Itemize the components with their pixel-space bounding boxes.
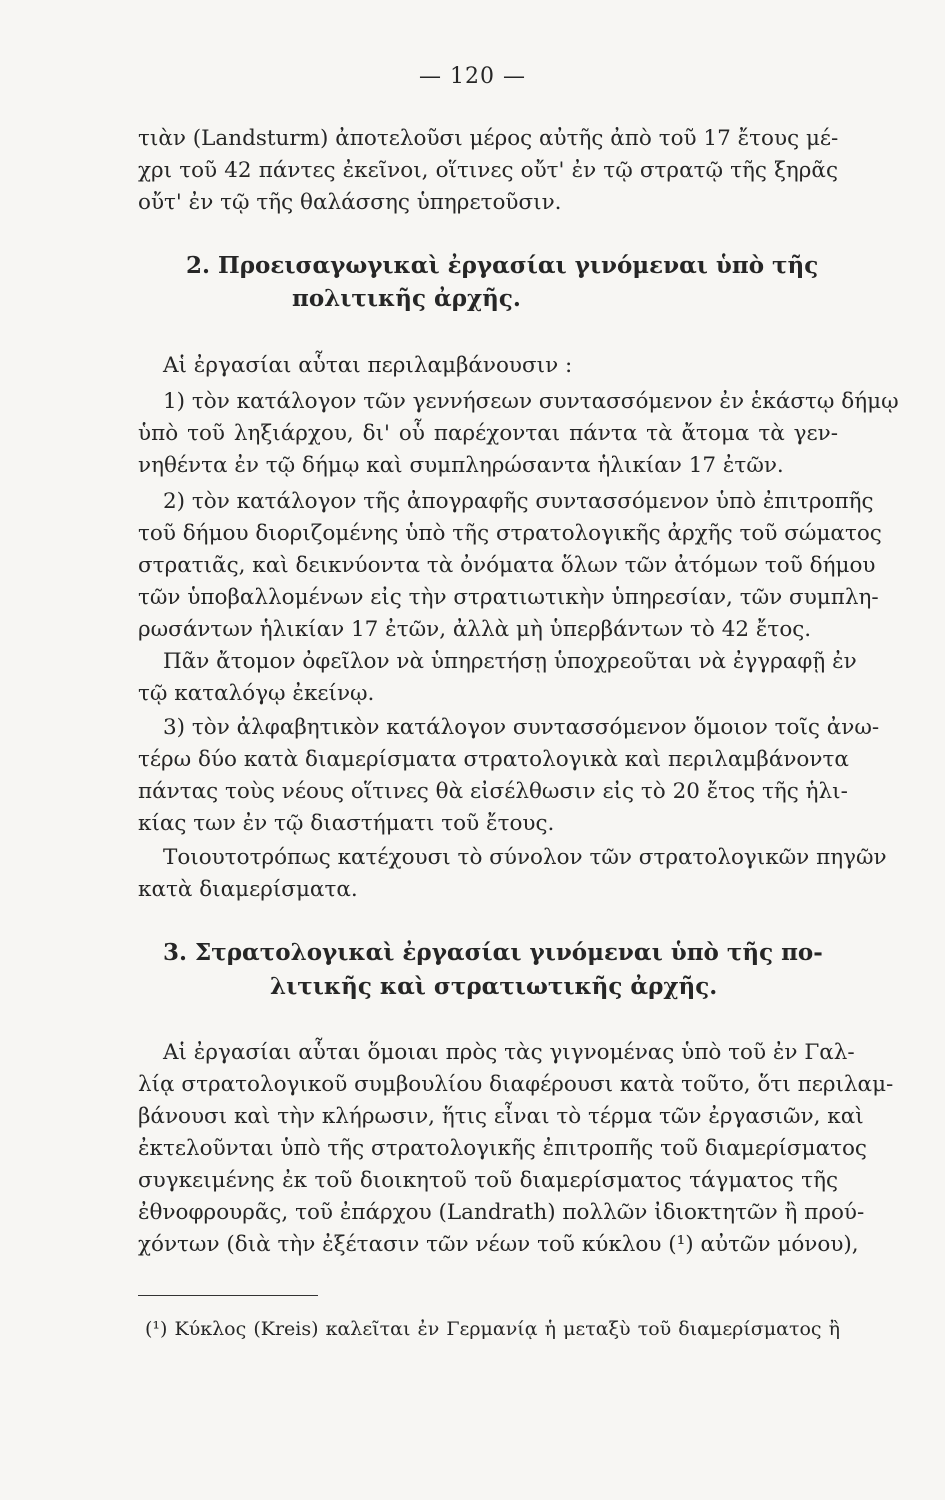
text-line: ὑπὸ τοῦ ληξιάρχου, δι' οὗ παρέχονται πάντα τὰ ἄτομα τὰ γεν- <box>138 421 838 446</box>
page-number: — 120 — <box>419 64 526 89</box>
text-line: κίας των ἐν τῷ διαστήματι τοῦ ἔτους. <box>138 811 555 836</box>
text-line: βάνουσι καὶ τὴν κλήρωσιν, ἥτις εἶναι τὸ τέρμα τῶν ἐργασιῶν, καὶ <box>138 1104 864 1129</box>
text-line: τῷ καταλόγῳ ἐκείνῳ. <box>138 681 375 706</box>
text-line: πάντας τοὺς νέους οἵτινες θὰ εἰσέλθωσιν εἰς τὸ 20 ἔτος τῆς ἡλι- <box>138 779 848 804</box>
section-heading-3: 3. Στρατολογικαὶ ἐργασίαι γινόμεναι ὑπὸ τῆς πο- <box>163 939 823 966</box>
text-line: Πᾶν ἄτομον ὀφεῖλον νὰ ὑπηρετήσῃ ὑποχρεοῦται νὰ ἐγγραφῇ ἐν <box>163 649 857 674</box>
text-line: 1) τὸν κατάλογον τῶν γεννήσεων συντασσόμενον ἐν ἑκάστῳ δήμῳ <box>163 389 899 414</box>
text-line: τιὰν (Landsturm) ἀποτελοῦσι μέρος αὐτῆς ἀπὸ τοῦ 17 ἔτους μέ- <box>138 126 839 151</box>
footnote-rule <box>138 1295 318 1296</box>
text-line: νηθέντα ἐν τῷ δήμῳ καὶ συμπληρώσαντα ἡλικίαν 17 ἐτῶν. <box>138 453 784 478</box>
text-line: συγκειμένης ἐκ τοῦ διοικητοῦ τοῦ διαμερίσματος τάγματος τῆς <box>138 1168 838 1193</box>
text-line: στρατιᾶς, καὶ δεικνύοντα τὰ ὀνόματα ὅλων τῶν ἀτόμων τοῦ δήμου <box>138 553 876 578</box>
footnote: (¹) Κύκλος (Kreis) καλεῖται ἐν Γερμανίᾳ ἡ μεταξὺ τοῦ διαμερίσματος ἢ <box>145 1318 840 1340</box>
text-line: τοῦ δήμου διοριζομένης ὑπὸ τῆς στρατολογικῆς ἀρχῆς τοῦ σώματος <box>138 521 882 546</box>
section-heading-2: 2. Προεισαγωγικαὶ ἐργασίαι γινόμεναι ὑπὸ τῆς <box>186 252 819 279</box>
text-line: χόντων (διὰ τὴν ἐξέτασιν τῶν νέων τοῦ κύκλου (¹) αὐτῶν μόνου), <box>138 1232 859 1257</box>
text-line: 3) τὸν ἀλφαβητικὸν κατάλογον συντασσόμενον ὅμοιον τοῖς ἀνω- <box>163 715 880 740</box>
text-line: οὔτ' ἐν τῷ τῆς θαλάσσης ὑπηρετοῦσιν. <box>138 190 562 215</box>
text-line: Αἱ ἐργασίαι αὗται περιλαμβάνουσιν : <box>163 353 573 378</box>
text-line: κατὰ διαμερίσματα. <box>138 877 358 902</box>
section-heading-2-cont: πολιτικῆς ἀρχῆς. <box>292 285 521 312</box>
text-line: λίᾳ στρατολογικοῦ συμβουλίου διαφέρουσι κατὰ τοῦτο, ὅτι περιλαμ- <box>138 1072 894 1097</box>
text-line: Τοιουτοτρόπως κατέχουσι τὸ σύνολον τῶν στρατολογικῶν πηγῶν <box>163 845 887 870</box>
text-line: ἐθνοφρουρᾶς, τοῦ ἐπάρχου (Landrath) πολλῶν ἰδιοκτητῶν ἢ πρού- <box>138 1200 865 1225</box>
text-line: ἐκτελοῦνται ὑπὸ τῆς στρατολογικῆς ἐπιτροπῆς τοῦ διαμερίσματος <box>138 1136 867 1161</box>
text-line: ρωσάντων ἡλικίαν 17 ἐτῶν, ἀλλὰ μὴ ὑπερβάντων τὸ 42 ἔτος. <box>138 617 812 642</box>
text-line: Αἱ ἐργασίαι αὗται ὅμοιαι πρὸς τὰς γιγνομένας ὑπὸ τοῦ ἐν Γαλ- <box>163 1040 855 1065</box>
section-heading-3-cont: λιτικῆς καὶ στρατιωτικῆς ἀρχῆς. <box>270 973 718 1000</box>
text-line: τῶν ὑποβαλλομένων εἰς τὴν στρατιωτικὴν ὑπηρεσίαν, τῶν συμπλη- <box>138 585 879 610</box>
text-line: τέρω δύο κατὰ διαμερίσματα στρατολογικὰ καὶ περιλαμβάνοντα <box>138 747 849 772</box>
text-line: χρι τοῦ 42 πάντες ἐκεῖνοι, οἵτινες οὔτ' ἐν τῷ στρατῷ τῆς ξηρᾶς <box>138 158 838 183</box>
text-line: 2) τὸν κατάλογον τῆς ἀπογραφῆς συντασσόμενον ὑπὸ ἐπιτροπῆς <box>163 489 874 514</box>
